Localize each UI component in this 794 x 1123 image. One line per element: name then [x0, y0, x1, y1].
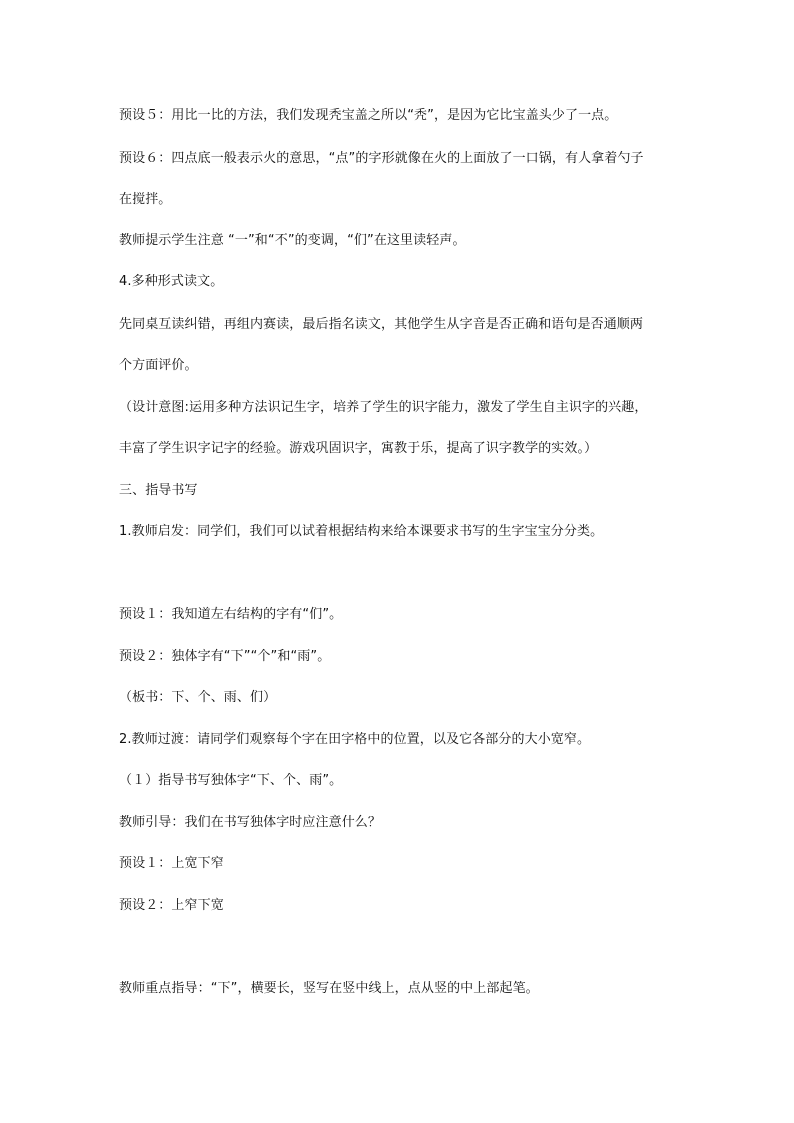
paragraph-line: 1.教师启发：同学们，我们可以试着根据结构来给本课要求书写的生字宝宝分分类。 [119, 524, 604, 539]
paragraph-line: 2.教师过渡：请同学们观察每个字在田字格中的位置，以及它各部分的大小宽窄。 [119, 732, 591, 747]
paragraph-line: 先同桌互读纠错，再组内赛读，最后指名读文，其他学生从字音是否正确和语句是否通顺两 [119, 317, 644, 332]
section-heading: 4.多种形式读文。 [119, 274, 224, 289]
section-heading: 三、指导书写 [119, 483, 198, 498]
paragraph-line: 教师提示学生注意 “一”和“不”的变调，“们”在这里读轻声。 [119, 233, 466, 248]
paragraph-line: 教师重点指导：“下”，横要长，竖写在竖中线上，点从竖的中上部起笔。 [119, 981, 539, 996]
paragraph-line: （板书：下、个、雨、们） [119, 690, 277, 705]
paragraph-line: 预设２：独体字有“下”“个”和“雨”。 [119, 649, 331, 664]
paragraph-line: 预设１：上宽下窄 [119, 856, 224, 871]
paragraph-line: 在搅拌。 [119, 192, 172, 207]
paragraph-line: 预设５：用比一比的方法，我们发现秃宝盖之所以“秃”，是因为它比宝盖头少了一点。 [119, 108, 618, 123]
paragraph-line: 教师引导：我们在书写独体字时应注意什么？ [119, 815, 382, 830]
paragraph-line: 预设２：上窄下宽 [119, 898, 224, 913]
paragraph-line: （１）指导书写独体字“下、个、雨”。 [119, 773, 343, 788]
paragraph-line: 丰富了学生识字记字的经验。游戏巩固识字，寓教于乐，提高了识字教学的实效。） [119, 441, 598, 456]
paragraph-line: 预设６：四点底一般表示火的意思，“点”的字形就像在火的上面放了一口锅，有人拿着勺子 [119, 151, 644, 166]
paragraph-line: 预设１：我知道左右结构的字有“们”。 [119, 607, 343, 622]
paragraph-line: （设计意图:运用多种方法识记生字，培养了学生的识字能力，激发了学生自主识字的兴趣， [119, 400, 648, 415]
paragraph-line: 个方面评价。 [119, 358, 198, 373]
